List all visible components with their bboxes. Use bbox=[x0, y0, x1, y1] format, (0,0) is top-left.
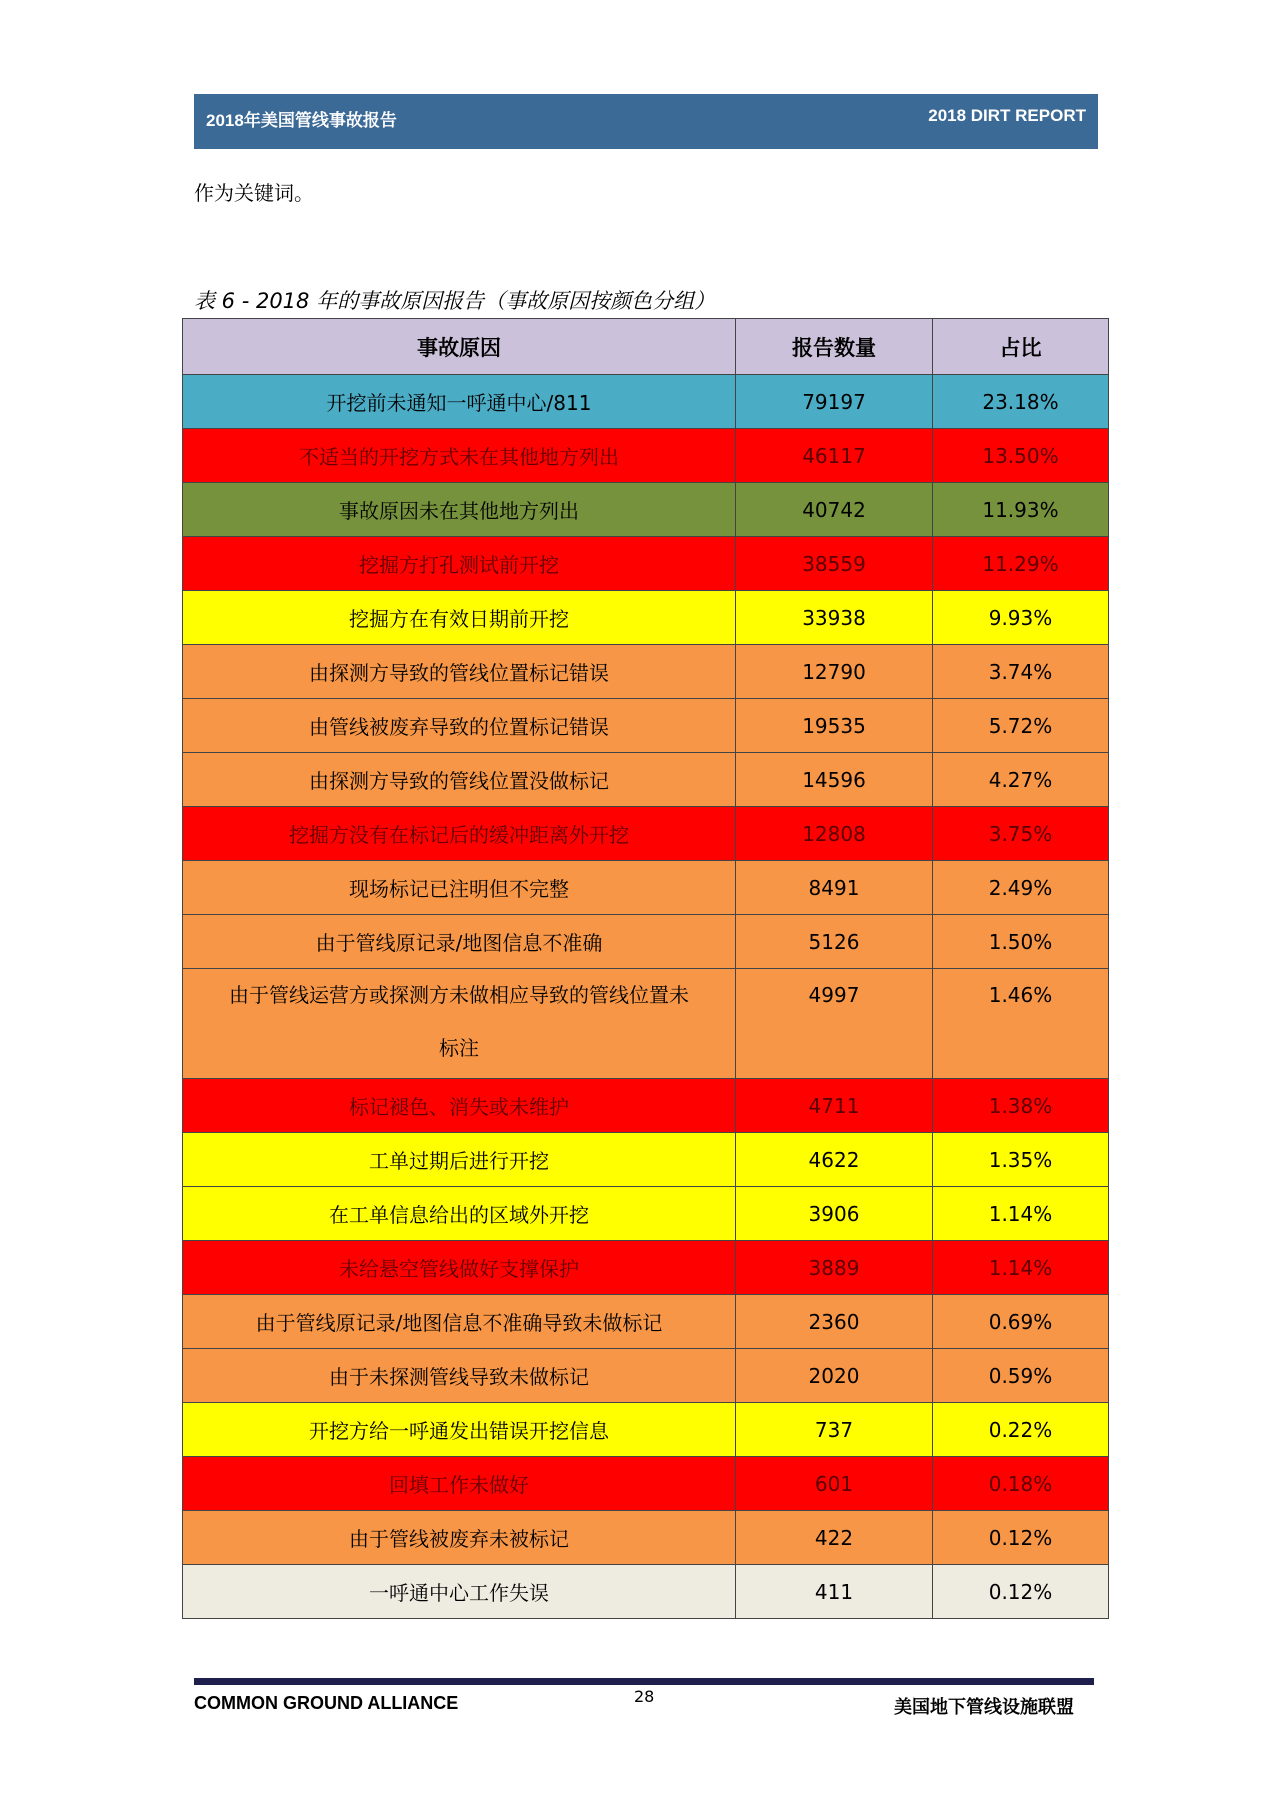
page-number: 28 bbox=[634, 1687, 655, 1706]
cause-cell: 开挖前未通知一呼通中心/811 bbox=[183, 375, 736, 429]
count-cell: 3906 bbox=[736, 1187, 933, 1241]
cause-cell: 由管线被废弃导致的位置标记错误 bbox=[183, 699, 736, 753]
share-cell: 1.14% bbox=[933, 1241, 1109, 1295]
cause-cell: 开挖方给一呼通发出错误开挖信息 bbox=[183, 1403, 736, 1457]
cause-cell: 现场标记已注明但不完整 bbox=[183, 861, 736, 915]
count-cell: 12790 bbox=[736, 645, 933, 699]
table-body bbox=[183, 375, 1109, 1619]
count-cell: 422 bbox=[736, 1511, 933, 1565]
share-cell: 1.38% bbox=[933, 1079, 1109, 1133]
count-cell: 40742 bbox=[736, 483, 933, 537]
cause-cell: 工单过期后进行开挖 bbox=[183, 1133, 736, 1187]
cause-cell: 回填工作未做好 bbox=[183, 1457, 736, 1511]
share-cell: 9.93% bbox=[933, 591, 1109, 645]
intro-text: 作为关键词。 bbox=[194, 181, 314, 205]
share-cell: 1.46% bbox=[933, 969, 1109, 1079]
share-cell: 0.12% bbox=[933, 1565, 1109, 1619]
count-cell: 33938 bbox=[736, 591, 933, 645]
share-cell: 1.50% bbox=[933, 915, 1109, 969]
table-row bbox=[183, 1565, 1109, 1619]
count-cell: 38559 bbox=[736, 537, 933, 591]
count-cell: 79197 bbox=[736, 375, 933, 429]
count-cell: 12808 bbox=[736, 807, 933, 861]
count-cell: 411 bbox=[736, 1565, 933, 1619]
table-caption: 表 6 - 2018 年的事故原因报告（事故原因按颜色分组） bbox=[194, 289, 716, 313]
column-header-share: 占比 bbox=[933, 319, 1109, 375]
cause-cell: 未给悬空管线做好支撑保护 bbox=[183, 1241, 736, 1295]
share-cell: 1.14% bbox=[933, 1187, 1109, 1241]
share-cell: 5.72% bbox=[933, 699, 1109, 753]
table-row bbox=[183, 1133, 1109, 1187]
cause-cell: 在工单信息给出的区域外开挖 bbox=[183, 1187, 736, 1241]
count-cell: 4711 bbox=[736, 1079, 933, 1133]
table-row bbox=[183, 429, 1109, 483]
share-cell: 2.49% bbox=[933, 861, 1109, 915]
table-row bbox=[183, 1403, 1109, 1457]
share-cell: 3.75% bbox=[933, 807, 1109, 861]
count-cell: 601 bbox=[736, 1457, 933, 1511]
share-cell: 13.50% bbox=[933, 429, 1109, 483]
count-cell: 19535 bbox=[736, 699, 933, 753]
table-row bbox=[183, 1187, 1109, 1241]
cause-cell: 由于管线被废弃未被标记 bbox=[183, 1511, 736, 1565]
cause-cell: 由于未探测管线导致未做标记 bbox=[183, 1349, 736, 1403]
column-header-cause: 事故原因 bbox=[183, 319, 736, 375]
footer-organization-cn: 美国地下管线设施联盟 bbox=[894, 1697, 1074, 1718]
share-cell: 11.93% bbox=[933, 483, 1109, 537]
share-cell: 3.74% bbox=[933, 645, 1109, 699]
table-row bbox=[183, 1079, 1109, 1133]
count-cell: 737 bbox=[736, 1403, 933, 1457]
share-cell: 1.35% bbox=[933, 1133, 1109, 1187]
header-left-title: 2018年美国管线事故报告 bbox=[206, 111, 397, 130]
cause-cell: 由探测方导致的管线位置标记错误 bbox=[183, 645, 736, 699]
table-row bbox=[183, 483, 1109, 537]
cause-cell: 挖掘方打孔测试前开挖 bbox=[183, 537, 736, 591]
count-cell: 3889 bbox=[736, 1241, 933, 1295]
count-cell: 8491 bbox=[736, 861, 933, 915]
count-cell: 2360 bbox=[736, 1295, 933, 1349]
table-row bbox=[183, 645, 1109, 699]
share-cell: 0.69% bbox=[933, 1295, 1109, 1349]
cause-cell: 不适当的开挖方式未在其他地方列出 bbox=[183, 429, 736, 483]
column-header-count: 报告数量 bbox=[736, 319, 933, 375]
table-row bbox=[183, 1295, 1109, 1349]
cause-cell: 由探测方导致的管线位置没做标记 bbox=[183, 753, 736, 807]
table-row bbox=[183, 537, 1109, 591]
share-cell: 4.27% bbox=[933, 753, 1109, 807]
cause-cell: 挖掘方在有效日期前开挖 bbox=[183, 591, 736, 645]
cause-cell: 事故原因未在其他地方列出 bbox=[183, 483, 736, 537]
table-row bbox=[183, 915, 1109, 969]
cause-cell: 由于管线原记录/地图信息不准确 bbox=[183, 915, 736, 969]
table-row bbox=[183, 1349, 1109, 1403]
cause-cell: 一呼通中心工作失误 bbox=[183, 1565, 736, 1619]
table-row bbox=[183, 861, 1109, 915]
cause-cell: 由于管线原记录/地图信息不准确导致未做标记 bbox=[183, 1295, 736, 1349]
cause-cell: 由于管线运营方或探测方未做相应导致的管线位置未标注 bbox=[183, 969, 736, 1079]
page-header-bar bbox=[194, 94, 1098, 149]
share-cell: 23.18% bbox=[933, 375, 1109, 429]
count-cell: 5126 bbox=[736, 915, 933, 969]
table-row bbox=[183, 1457, 1109, 1511]
table-row bbox=[183, 807, 1109, 861]
share-cell: 0.12% bbox=[933, 1511, 1109, 1565]
table-row bbox=[183, 375, 1109, 429]
table-header-row bbox=[183, 319, 1109, 375]
table-row bbox=[183, 591, 1109, 645]
count-cell: 2020 bbox=[736, 1349, 933, 1403]
table-row bbox=[183, 969, 1109, 1079]
cause-cell: 标记褪色、消失或未维护 bbox=[183, 1079, 736, 1133]
accident-causes-table bbox=[182, 318, 1109, 1619]
share-cell: 0.59% bbox=[933, 1349, 1109, 1403]
count-cell: 4622 bbox=[736, 1133, 933, 1187]
count-cell: 14596 bbox=[736, 753, 933, 807]
share-cell: 0.22% bbox=[933, 1403, 1109, 1457]
header-right-title: 2018 DIRT REPORT bbox=[928, 106, 1086, 125]
count-cell: 4997 bbox=[736, 969, 933, 1079]
table-row bbox=[183, 1511, 1109, 1565]
footer-organization: COMMON GROUND ALLIANCE bbox=[194, 1693, 459, 1713]
share-cell: 11.29% bbox=[933, 537, 1109, 591]
table-row bbox=[183, 699, 1109, 753]
table-row bbox=[183, 1241, 1109, 1295]
table-row bbox=[183, 753, 1109, 807]
share-cell: 0.18% bbox=[933, 1457, 1109, 1511]
count-cell: 46117 bbox=[736, 429, 933, 483]
cause-cell: 挖掘方没有在标记后的缓冲距离外开挖 bbox=[183, 807, 736, 861]
footer-divider bbox=[194, 1678, 1094, 1685]
